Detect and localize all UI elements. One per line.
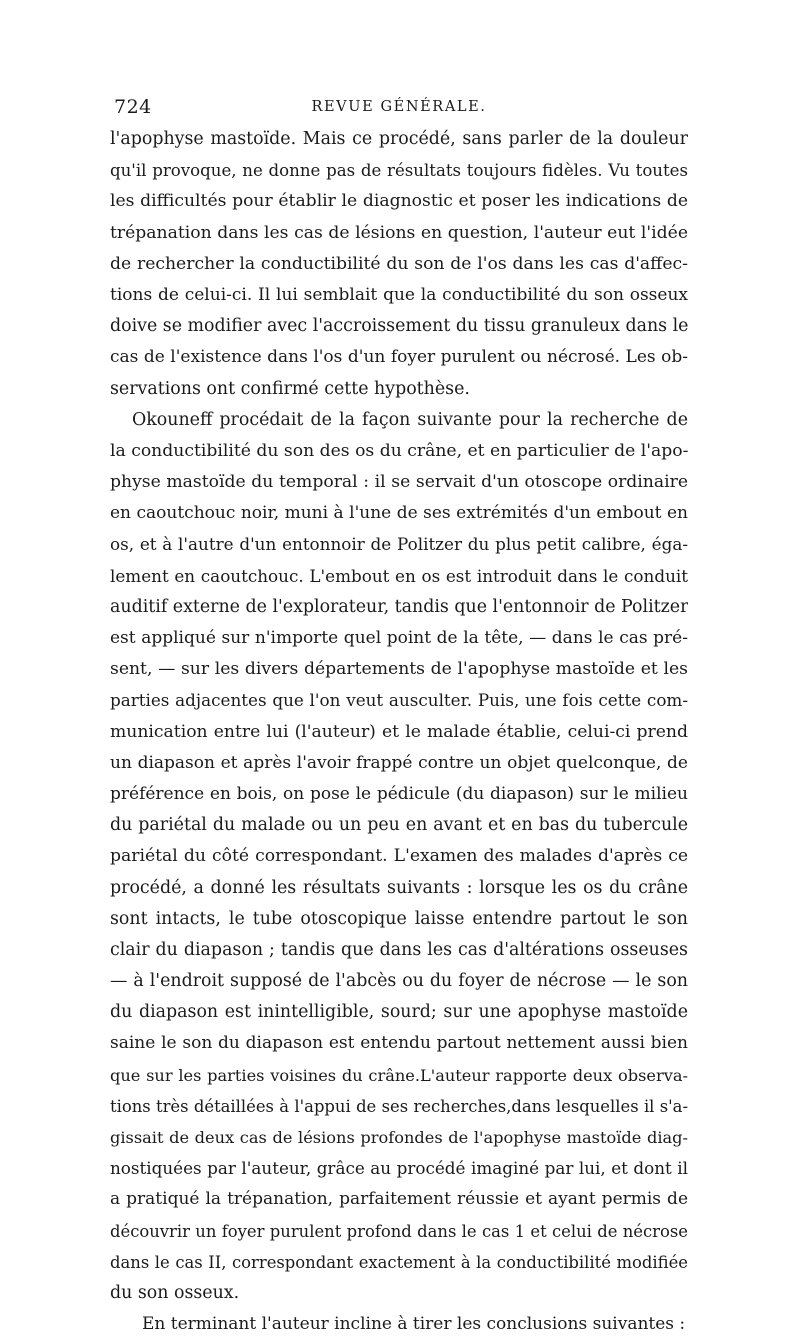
text-line: cas de l'existence dans l'os d'un foyer purulent ou nécrosé. Les ob-	[110, 347, 688, 368]
text-line: l'apophyse mastoïde. Mais ce procédé, sans parler de la douleur	[110, 129, 688, 149]
text-line: tions très détaillées à l'appui de ses recherches,dans lesquelles il s'a-	[110, 1096, 688, 1116]
page-header	[110, 96, 688, 124]
text-line: du diapason est inintelligible, sourd; sur une apophyse mastoïde	[110, 1002, 688, 1023]
text-line: nostiquées par l'auteur, grâce au procédé imaginé par lui, et dont il	[110, 1158, 688, 1179]
text-line: physe mastoïde du temporal : il se servait d'un otoscope ordinaire	[110, 472, 688, 493]
text-line: du son osseux.	[110, 1282, 240, 1303]
page-number: 724	[114, 96, 152, 118]
text-line: gissait de deux cas de lésions profondes de l'apophyse mastoïde diag-	[110, 1128, 688, 1147]
running-title: REVUE GÉNÉRALE.	[311, 99, 487, 115]
text-line: lement en caoutchouc. L'embout en os est introduit dans le conduit	[110, 565, 688, 586]
text-line: servations ont confirmé cette hypothèse.	[110, 378, 470, 399]
body-text	[110, 124, 688, 1340]
text-line: os, et à l'autre d'un entonnoir de Politzer du plus petit calibre, éga-	[110, 534, 688, 555]
text-line: clair du diapason ; tandis que dans les cas d'altérations osseuses	[110, 939, 688, 960]
text-line: de rechercher la conductibilité du son de l'os dans les cas d'affec-	[110, 253, 688, 274]
text-line: munication entre lui (l'auteur) et le malade établie, celui-ci prend	[110, 721, 688, 742]
text-line: parties adjacentes que l'on veut ausculter. Puis, une fois cette com-	[110, 690, 688, 711]
text-line: trépanation dans les cas de lésions en question, l'auteur eut l'idée	[110, 222, 688, 243]
text-line: tions de celui-ci. Il lui semblait que la conductibilité du son osseux	[110, 284, 688, 305]
paragraph-first-line: Okouneff procédait de la façon suivante pour la recherche de	[132, 409, 688, 430]
text-line: les difficultés pour établir le diagnostic et poser les indications de	[110, 191, 688, 212]
text-line: un diapason et après l'avoir frappé contre un objet quelconque, de	[110, 752, 688, 773]
text-line: doive se modifier avec l'accroissement du tissu granuleux dans le	[110, 316, 688, 337]
text-line: découvrir un foyer purulent profond dans le cas 1 et celui de nécrose	[110, 1221, 688, 1241]
text-line: a pratiqué la trépanation, parfaitement réussie et ayant permis de	[110, 1189, 688, 1210]
text-line: préférence en bois, on pose le pédicule (du diapason) sur le milieu	[110, 783, 688, 804]
text-line: — à l'endroit supposé de l'abcès ou du foyer de nécrose — le son	[110, 971, 688, 992]
text-line: dans le cas II, correspondant exactement à la conductibilité modifiée	[110, 1252, 688, 1272]
paragraph-first-line: En terminant l'auteur incline à tirer les conclusions suivantes :	[142, 1314, 686, 1335]
text-line: sont intacts, le tube otoscopique laisse entendre partout le son	[110, 908, 688, 929]
text-line: pariétal du côté correspondant. L'examen des malades d'après ce	[110, 846, 688, 867]
text-line: sent, — sur les divers départements de l'apophyse mastoïde et les	[110, 659, 688, 680]
text-line: en caoutchouc noir, muni à l'une de ses extrémités d'un embout en	[110, 503, 688, 524]
text-line: que sur les parties voisines du crâne.L'auteur rapporte deux observa-	[110, 1065, 688, 1085]
text-line: saine le son du diapason est entendu partout nettement aussi bien	[110, 1033, 688, 1054]
text-line: procédé, a donné les résultats suivants : lorsque les os du crâne	[110, 877, 688, 898]
text-line: du pariétal du malade ou un peu en avant et en bas du tubercule	[110, 815, 688, 836]
text-line: qu'il provoque, ne donne pas de résultats toujours fidèles. Vu toutes	[110, 161, 688, 181]
text-line: est appliqué sur n'importe quel point de la tête, — dans le cas pré-	[110, 628, 688, 648]
text-line: auditif externe de l'explorateur, tandis que l'entonnoir de Politzer	[110, 596, 688, 617]
text-line: la conductibilité du son des os du crâne, et en particulier de l'apo-	[110, 440, 688, 461]
